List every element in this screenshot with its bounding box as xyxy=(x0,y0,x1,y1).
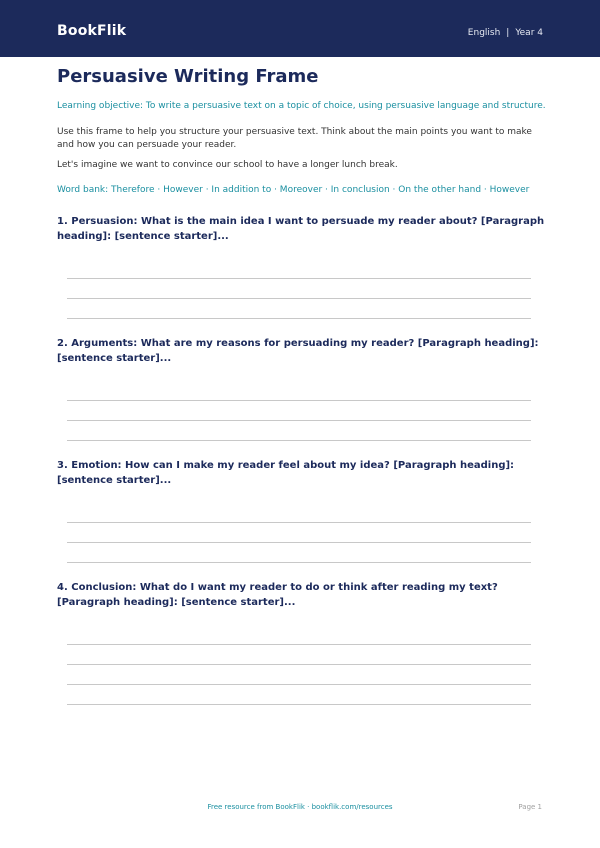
page-number: Page 1 xyxy=(518,803,542,811)
writing-line[interactable] xyxy=(67,562,531,563)
year-label: Year 4 xyxy=(515,28,543,38)
footer-resource-link[interactable]: Free resource from BookFlik · bookflik.com/resources xyxy=(207,803,393,811)
writing-line[interactable] xyxy=(67,542,531,543)
header-separator: | xyxy=(506,28,510,38)
scenario-text: Let's imagine we want to convince our school to have a longer lunch break. xyxy=(57,160,398,170)
writing-line[interactable] xyxy=(67,420,531,421)
writing-line[interactable] xyxy=(67,664,531,665)
section-heading-conclusion: 4. Conclusion: What do I want my reader to do or think after reading my text? [Paragraph heading]: [sentence starter]... xyxy=(57,582,498,608)
learning-objective: Learning objective: To write a persuasive text on a topic of choice, using persuasive language and structure. xyxy=(57,101,546,111)
writing-line[interactable] xyxy=(67,298,531,299)
writing-line[interactable] xyxy=(67,684,531,685)
writing-line[interactable] xyxy=(67,278,531,279)
word-bank: Word bank: Therefore · However · In addition to · Moreover · In conclusion · On the other hand · However xyxy=(57,185,530,195)
writing-line[interactable] xyxy=(67,440,531,441)
header-bar xyxy=(0,0,600,57)
brand-logo[interactable]: BookFlik xyxy=(57,23,127,39)
subject-label: English xyxy=(467,28,501,38)
writing-line[interactable] xyxy=(67,400,531,401)
writing-line[interactable] xyxy=(67,644,531,645)
page-title: Persuasive Writing Frame xyxy=(57,66,319,87)
intro-text: Use this frame to help you structure your persuasive text. Think about the main points you want to make and how you can persuade your reader. xyxy=(57,127,532,150)
header-meta xyxy=(468,28,543,38)
section-heading-emotion: 3. Emotion: How can I make my reader feel about my idea? [Paragraph heading]: [sentence starter]... xyxy=(57,460,515,486)
section-heading-persuasion: 1. Persuasion: What is the main idea I want to persuade my reader about? [Paragraph heading]: [sentence starter]... xyxy=(57,216,545,242)
section-heading-arguments: 2. Arguments: What are my reasons for persuading my reader? [Paragraph heading]: [sentence starter]... xyxy=(57,338,539,364)
writing-line[interactable] xyxy=(67,522,531,523)
writing-line[interactable] xyxy=(67,704,531,705)
writing-line[interactable] xyxy=(67,318,531,319)
